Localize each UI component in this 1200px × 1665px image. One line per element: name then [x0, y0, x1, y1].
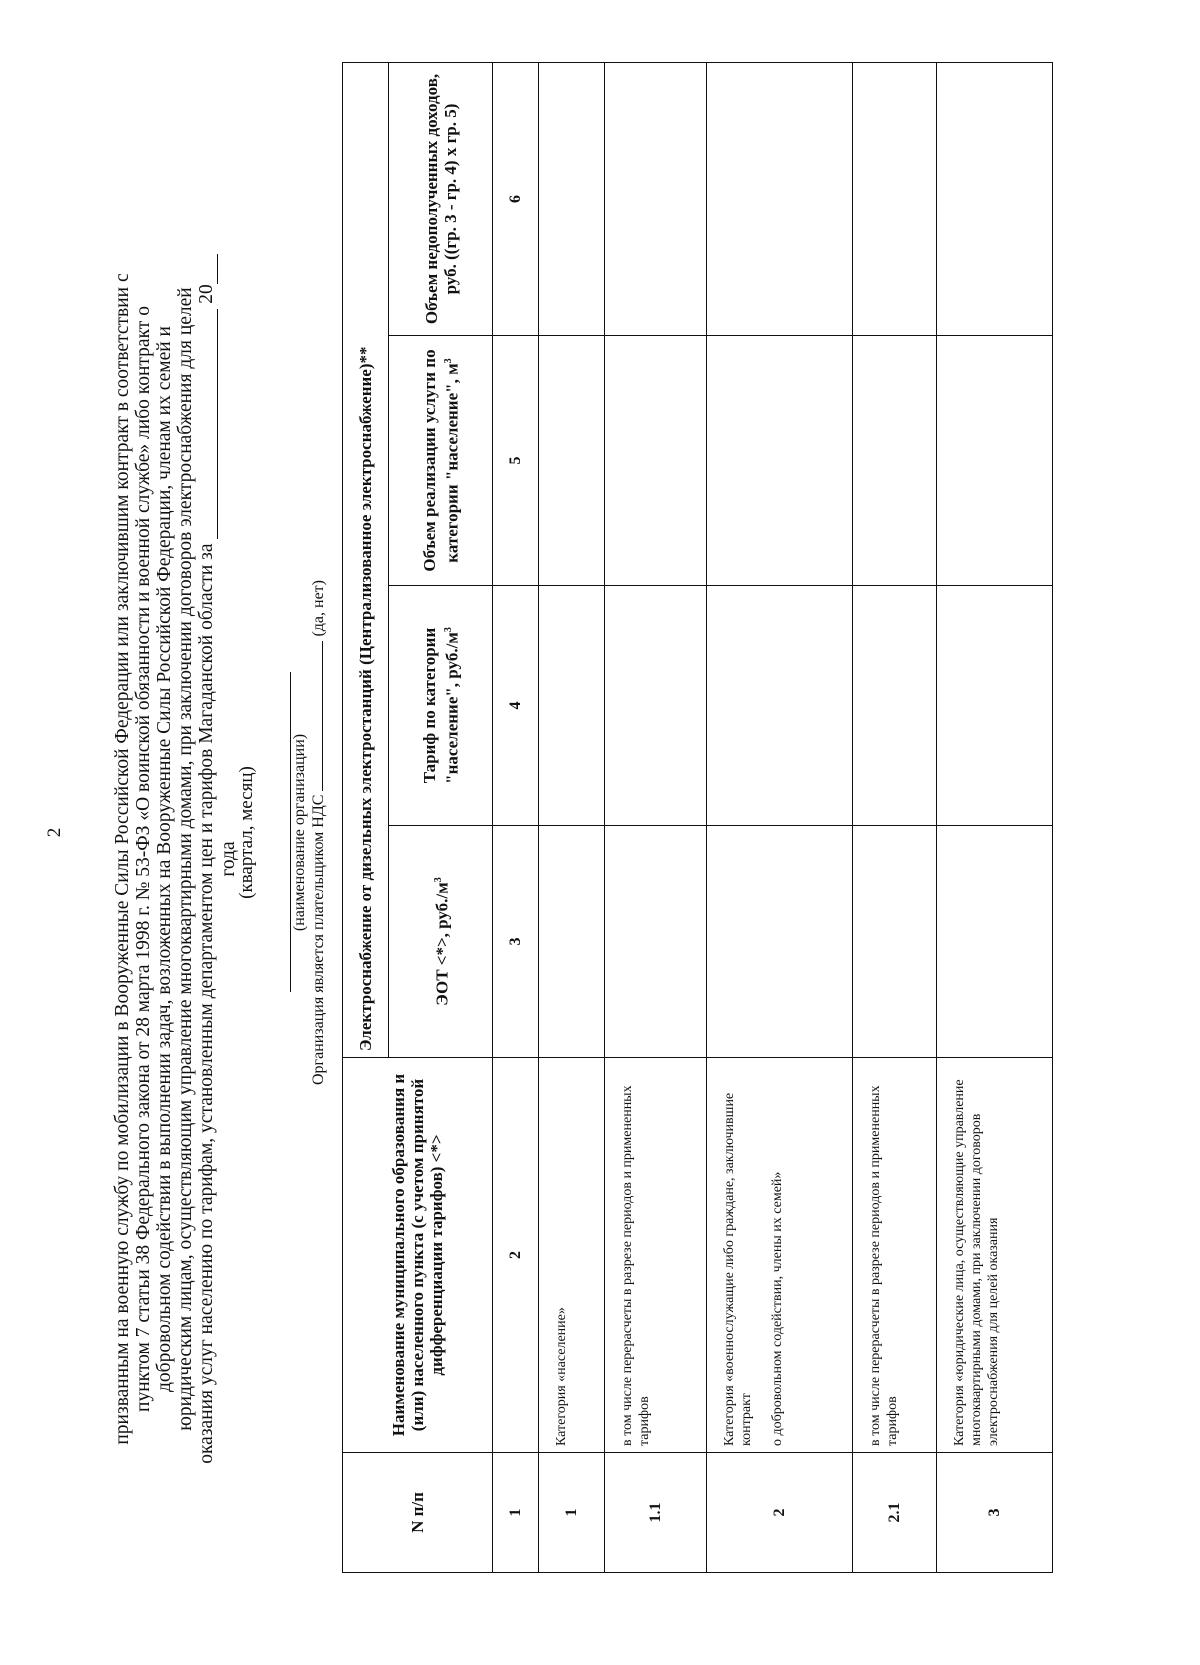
cell-tariff[interactable] — [853, 586, 937, 826]
column-number: 1 — [493, 1453, 539, 1573]
column-number: 4 — [493, 586, 539, 826]
cell-eot[interactable] — [937, 826, 1053, 1058]
column-numbers-row — [493, 63, 539, 1573]
organization-name-line — [280, 673, 291, 993]
header-row-1 — [343, 63, 389, 1573]
col5-header: Объем реализации услуги по категории "население", $м^3$ — [389, 336, 493, 586]
cell-tariff[interactable] — [707, 586, 853, 826]
cell-volume[interactable] — [853, 336, 937, 586]
cell-tariff[interactable] — [539, 586, 605, 826]
row-number: 2.1 — [853, 1453, 937, 1573]
year-prefix: 20 — [196, 284, 217, 304]
column-number: 3 — [493, 826, 539, 1058]
vat-blank — [310, 641, 323, 791]
row-name: Категория «юридические лица, осуществляющие управление многоквартирными домами, при заключении договоров электроснабжения для целей оказания — [937, 1058, 1053, 1453]
intro-last-line — [196, 139, 218, 1579]
cell-volume[interactable] — [707, 336, 853, 586]
col4-header: Тариф по категории "население", $руб./м^3$ — [389, 586, 493, 826]
cell-tariff[interactable] — [937, 586, 1053, 826]
table-row — [707, 63, 853, 1573]
column-number: 5 — [493, 336, 539, 586]
cell-lost-income[interactable] — [539, 63, 605, 336]
row-number: 1.1 — [605, 1453, 707, 1573]
table-row — [937, 63, 1053, 1573]
vat-prefix: Организация является плательщиком НДС — [310, 794, 327, 1086]
cell-lost-income[interactable] — [853, 63, 937, 336]
table-row — [539, 63, 605, 1573]
cell-lost-income[interactable] — [707, 63, 853, 336]
column-number: 6 — [493, 63, 539, 336]
vat-suffix: (да, нет) — [310, 579, 327, 637]
col-name-header: Наименование муниципального образования и (или) населенного пункта (с учетом принятой дифференциации тарифов) <*> — [343, 1058, 493, 1453]
row-name: в том числе перерасчеты в разрезе периодов и примененных тарифов — [853, 1058, 937, 1453]
cell-volume[interactable] — [937, 336, 1053, 586]
cell-eot[interactable] — [853, 826, 937, 1058]
page-number: 2 — [44, 827, 65, 838]
cell-eot[interactable] — [605, 826, 707, 1058]
table-row — [605, 63, 707, 1573]
cell-volume[interactable] — [605, 336, 707, 586]
row-name: Категория «население» — [539, 1058, 605, 1453]
intro-line: пунктом 7 статьи 38 Федерального закона от 28 марта 1998 г. № 53-ФЗ «О воинской обязанности и военной службе» либо контракт о — [133, 306, 154, 1412]
intro-line: юридическим лицам, осуществляющим управление многоквартирными домами, при заключении договоров электроснабжения для целей — [175, 287, 196, 1431]
cell-eot[interactable] — [539, 826, 605, 1058]
group-header: Электроснабжение от дизельных электростанций (Централизованное электроснабжение)** — [343, 63, 389, 1058]
cell-lost-income[interactable] — [937, 63, 1053, 336]
cell-eot[interactable] — [707, 826, 853, 1058]
col3-header: ЭОТ <*>, $руб./м^3$ — [389, 826, 493, 1058]
row-number: 2 — [707, 1453, 853, 1573]
row-name: Категория «военнослужащие либо граждане, заключившие контракт о добровольном содействии, члены их семей» — [707, 1058, 853, 1453]
table-row — [853, 63, 937, 1573]
row-name: в том числе перерасчеты в разрезе периодов и примененных тарифов — [605, 1058, 707, 1453]
column-number: 2 — [493, 1058, 539, 1453]
cell-volume[interactable] — [539, 336, 605, 586]
cell-tariff[interactable] — [605, 586, 707, 826]
year-blank — [196, 254, 218, 284]
period-caption: (квартал, месяц) — [236, 766, 257, 899]
period-blank — [196, 309, 218, 539]
row-number: 3 — [937, 1453, 1053, 1573]
vat-statement — [309, 0, 329, 1665]
organization-block — [280, 0, 329, 1665]
organization-caption: (наименование организации) — [291, 733, 308, 932]
intro-line: призванным на военную службу по мобилизации в Вооруженные Силы Российской Федерации или заключившим контракт в соответствии с — [112, 273, 133, 1445]
col-number-header: N п/п — [343, 1453, 493, 1573]
row-number: 1 — [539, 1453, 605, 1573]
intro-paragraph — [112, 139, 239, 1579]
intro-line: оказания услуг населению по тарифам, установленным департаментом цен и тарифов Магаданской области за — [196, 543, 217, 1464]
subsidy-table — [342, 62, 1053, 1573]
year-word: года — [218, 841, 239, 877]
cell-lost-income[interactable] — [605, 63, 707, 336]
intro-line: добровольном содействии в выполнении задач, возложенных на Вооруженные Силы Российской Федерации, членам их семей и — [154, 326, 175, 1392]
col6-header: Объем недополученных доходов, руб. ((гр. 3 - гр. 4) х гр. 5) — [389, 63, 493, 336]
